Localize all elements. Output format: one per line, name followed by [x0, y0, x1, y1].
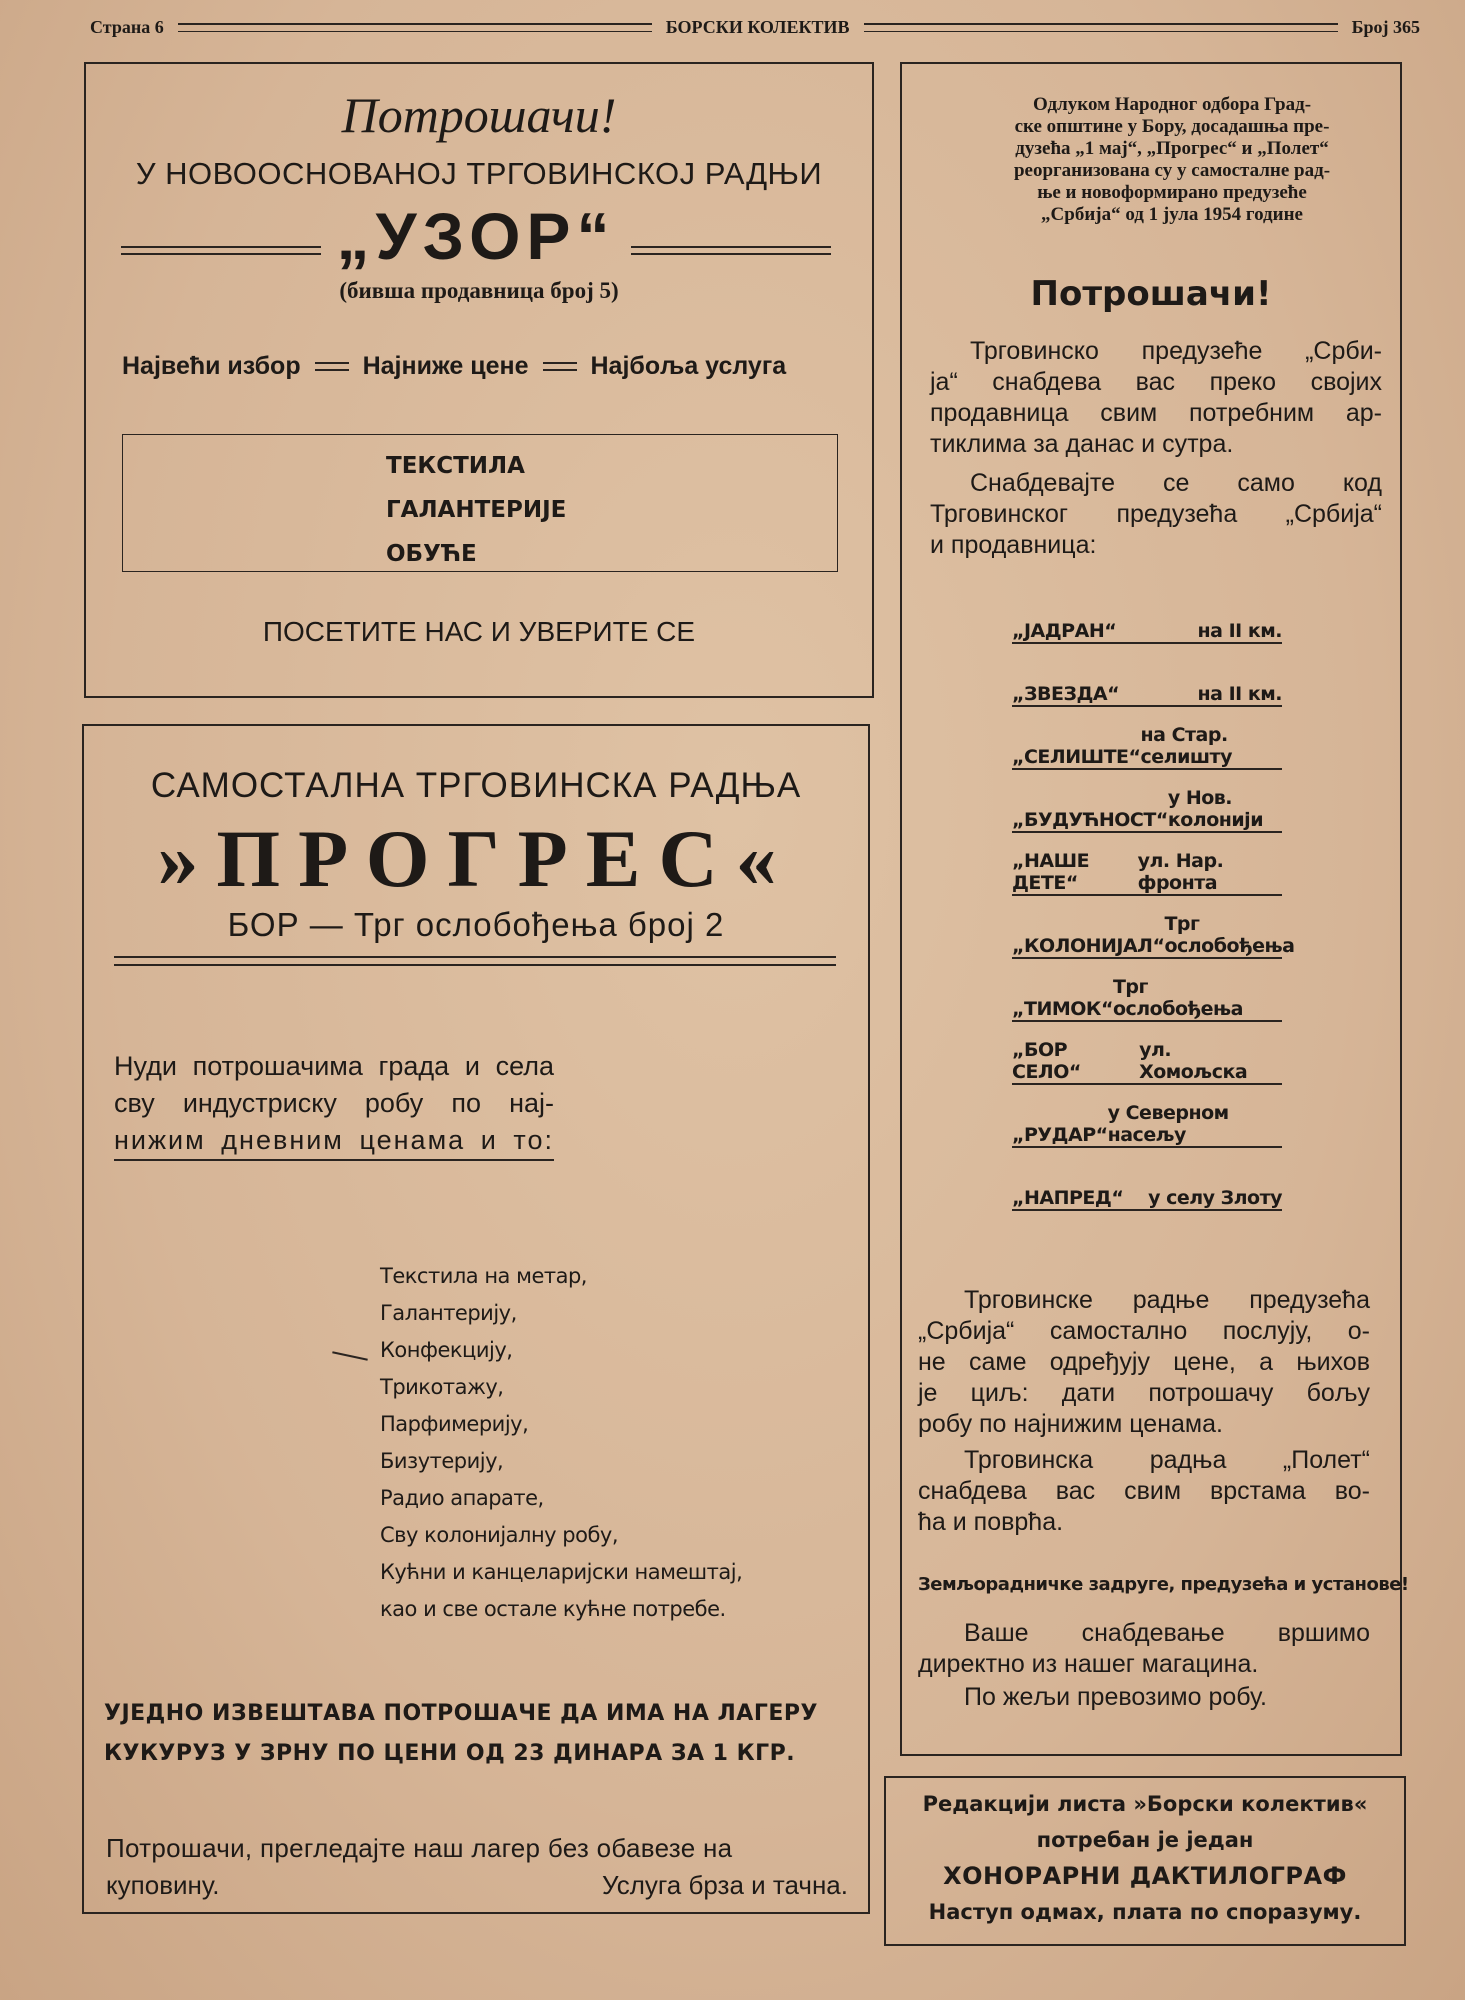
progres-good-item: Конфекцију,	[380, 1338, 513, 1362]
para-line: По жељи превозимо робу.	[964, 1683, 1267, 1711]
shop-location: на Стар. селишту	[1140, 724, 1232, 768]
uzor-good-shoes: ОБУЋЕ	[386, 541, 477, 567]
uzor-slogans	[122, 352, 842, 381]
shop-name: „НАШЕ ДЕТЕ“	[1012, 850, 1090, 894]
shop-location: у Северном насељу	[1107, 1102, 1229, 1146]
shop-location: у селу Злоту	[1148, 1187, 1282, 1209]
uzor-good-textile: ТЕКСТИЛА	[386, 453, 525, 479]
uzor-intro: У НОВООСНОВАНОЈ ТРГОВИНСКОЈ РАДЊИ	[135, 156, 823, 191]
job-ad	[884, 1776, 1406, 1946]
closing-service: Услуга брза и тачна.	[601, 1870, 848, 1900]
decision-line: дузећа „1 мај“, „Прогрес“ и „Полет“	[1015, 138, 1329, 159]
shop-location: у Нов. колонији	[1167, 787, 1264, 831]
coop-heading: Земљорадничке задруге, предузећа и установе!	[918, 1574, 1409, 1595]
closing-purchase: куповину.	[106, 1870, 220, 1900]
shop-name: „НАПРЕД“	[1012, 1187, 1124, 1209]
shop-name: „БОР СЕЛО“	[1012, 1039, 1081, 1083]
shop-name: „БУДУЋНОСТ“	[1012, 809, 1168, 831]
job-line-needed: потребан је један	[1036, 1828, 1254, 1852]
shop-location: ул. Хомољска	[1139, 1039, 1248, 1083]
progres-offer-line: нижим дневним ценама и то:	[114, 1122, 554, 1161]
shop-row-kolonijal	[1012, 913, 1295, 959]
corn-notice-line: УЈЕДНО ИЗВЕШТАВА ПОТРОШАЧЕ ДА ИМА НА ЛАГЕРУ	[104, 1701, 818, 1726]
shop-location: Трг ослобођења	[1112, 976, 1243, 1020]
shop-row-seliste	[1012, 724, 1282, 770]
para-line: Трговинског предузећа „Србија“	[930, 500, 1382, 528]
progres-goods-list	[380, 1258, 820, 1628]
shop-row-bor-selo	[1012, 1039, 1282, 1085]
shop-row-rudar	[1012, 1102, 1282, 1148]
uzor-call: ПОСЕТИТЕ НАС И УВЕРИТЕ СЕ	[262, 616, 696, 647]
shop-row-buducnost	[1012, 787, 1282, 833]
srbija-para-5	[918, 1618, 1370, 1713]
page-header	[90, 12, 1420, 42]
para-line: директно из нашег магацина.	[918, 1650, 1259, 1678]
srbija-decision	[962, 94, 1382, 226]
uzor-greeting: Потрошачи!	[341, 87, 617, 143]
shop-location: на II км.	[1197, 683, 1282, 705]
progres-good-item: као и све остале кућне потребе.	[380, 1597, 726, 1621]
para-line: Трговинске радње предузећа	[964, 1286, 1370, 1314]
slogan-prices: Најниже цене	[362, 352, 529, 380]
pencil-mark	[332, 1351, 368, 1360]
para-line: робу по најнижим ценама.	[918, 1410, 1223, 1438]
progres-ad	[82, 724, 870, 1914]
progres-address-rule	[114, 956, 836, 966]
shop-row-nase-dete	[1012, 850, 1282, 896]
para-line: Ваше снабдевање вршимо	[964, 1619, 1370, 1647]
para-line: ја“ снабдева вас преко својих	[930, 368, 1382, 396]
progres-offer	[114, 1048, 554, 1161]
shop-row-jadran	[1012, 614, 1282, 644]
progres-good-item: Радио апарате,	[380, 1486, 544, 1510]
decision-line: ње и новоформирано предузеће	[1037, 182, 1307, 203]
srbija-para-4	[918, 1445, 1370, 1538]
para-line: и продавница:	[930, 531, 1097, 559]
progres-good-item: Текстила на метар,	[380, 1264, 587, 1288]
slogan-service: Најбоља услуга	[590, 352, 787, 380]
srbija-para-3	[918, 1285, 1370, 1440]
srbija-greeting: Потрошачи!	[1030, 274, 1272, 314]
progres-good-item: Парфимерију,	[380, 1412, 529, 1436]
progres-good-item: Галантерију,	[380, 1301, 517, 1325]
slogan-choice: Највећи избор	[122, 352, 301, 380]
decision-line: „Србија“ од 1 јула 1954 године	[1041, 204, 1303, 225]
para-line: „Србија“ самостално послују, о-	[918, 1317, 1370, 1345]
para-line: не саме одређују цене, а њихов	[918, 1348, 1370, 1376]
progres-offer-line: сву индустриску робу по нај-	[114, 1088, 554, 1118]
shop-location: Трг ослобођења	[1164, 913, 1295, 957]
progres-name: »ПРОГРЕС«	[157, 813, 795, 904]
shop-name: „СЕЛИШТЕ“	[1012, 746, 1141, 768]
para-line: Трговинска радња „Полет“	[964, 1446, 1370, 1474]
shop-row-zvezda	[1012, 677, 1282, 707]
slogan-dash-1	[315, 362, 349, 371]
closing-line-2	[106, 1867, 848, 1904]
progres-corn-notice	[104, 1694, 854, 1774]
shop-name: „КОЛОНИЈАЛ“	[1012, 935, 1165, 957]
shop-name: „ЗВЕЗДА“	[1012, 683, 1120, 705]
para-line: ћа и поврћа.	[918, 1508, 1064, 1536]
progres-closing	[106, 1830, 848, 1904]
shop-row-napred	[1012, 1181, 1282, 1211]
corn-notice-line: КУКУРУЗ У ЗРНУ ПО ЦЕНИ ОД 23 ДИНАРА ЗА 1 КГР.	[104, 1741, 796, 1766]
para-line: је циљ: дати потрошачу бољу	[918, 1379, 1370, 1407]
para-line: продавница свим потребним ар-	[930, 399, 1382, 427]
issue-number: Број 365	[1351, 16, 1420, 37]
para-line: Снабдевајте се само код	[970, 469, 1382, 497]
progres-good-item: Бизутерију,	[380, 1449, 504, 1473]
uzor-former: (бивша продавница број 5)	[339, 278, 619, 303]
progres-good-item: Сву колонијалну робу,	[380, 1523, 619, 1547]
page-number: Страна 6	[90, 16, 164, 37]
shop-location: ул. Нар. фронта	[1137, 850, 1224, 894]
para-line: тиклима за данас и сутра.	[930, 430, 1234, 458]
uzor-goods	[386, 444, 566, 576]
uzor-name: „УЗОР“	[336, 199, 616, 273]
header-rule-left	[178, 23, 652, 32]
para-line: снабдева вас свим врстама во-	[918, 1477, 1370, 1505]
slogan-dash-2	[543, 362, 577, 371]
decision-line: ске општине у Бору, досадашња пре-	[1014, 116, 1330, 137]
srbija-para-2	[930, 468, 1382, 561]
para-line: Трговинско предузеће „Срби-	[970, 337, 1382, 365]
uzor-rule-left	[121, 246, 321, 255]
job-line-position: ХОНОРАРНИ ДАКТИЛОГРАФ	[943, 1862, 1347, 1890]
shop-name: „ЈАДРАН“	[1012, 620, 1117, 642]
progres-address: БОР — Трг ослобођења број 2	[227, 906, 725, 943]
closing-line: Потрошачи, прегледајте наш лагер без обавезе на	[106, 1833, 733, 1863]
decision-line: Одлуком Народног одбора Град-	[1032, 94, 1312, 115]
job-line-terms: Наступ одмах, плата по споразуму.	[928, 1900, 1362, 1924]
shop-location: на II км.	[1197, 620, 1282, 642]
shop-name: „ТИМОК“	[1012, 998, 1113, 1020]
uzor-rule-right	[631, 246, 831, 255]
srbija-para-1	[930, 336, 1382, 460]
progres-title: САМОСТАЛНА ТРГОВИНСКА РАДЊА	[150, 766, 802, 805]
decision-line: реорганизована су у самосталне рад-	[1013, 160, 1331, 181]
progres-good-item: Трикотажу,	[380, 1375, 504, 1399]
progres-offer-line: Нуди потрошачима града и села	[114, 1051, 554, 1081]
progres-good-item: Кућни и канцеларијски намештај,	[380, 1560, 743, 1584]
paper-name: БОРСКИ КОЛЕКТИВ	[665, 16, 850, 37]
uzor-ad	[84, 62, 874, 698]
shop-name: „РУДАР“	[1012, 1124, 1108, 1146]
job-line-editorial: Редакцији листа »Борски колектив«	[922, 1792, 1368, 1816]
shop-row-timok	[1012, 976, 1282, 1022]
header-rule-right	[864, 23, 1338, 32]
uzor-good-haberdashery: ГАЛАНТЕРИЈЕ	[386, 497, 567, 523]
